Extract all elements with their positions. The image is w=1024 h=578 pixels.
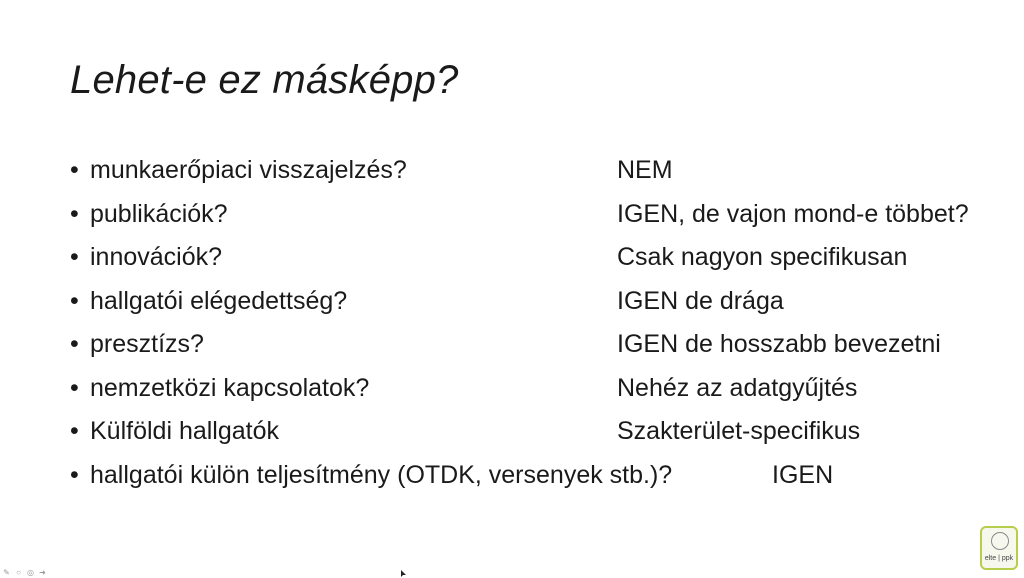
logo-text: elte | ppk <box>984 555 1014 562</box>
item-question: hallgatói külön teljesítmény (OTDK, versenyek stb.)? <box>90 460 673 489</box>
slideshow-controls <box>2 568 47 577</box>
item-question: Külföldi hallgatók <box>90 417 280 445</box>
bullet-icon: • <box>70 243 79 271</box>
item-answer: IGEN, de vajon mond-e többet? <box>617 199 969 228</box>
list-item <box>70 457 1020 501</box>
next-arrow-icon[interactable]: ➜ <box>39 568 46 577</box>
item-question: publikációk? <box>90 199 228 228</box>
item-answer: IGEN de drága <box>617 286 784 315</box>
item-answer: IGEN <box>772 460 834 489</box>
bullet-icon: • <box>70 286 79 315</box>
list-item <box>70 239 1020 283</box>
list-item <box>70 283 1020 327</box>
zoom-icon[interactable]: ◎ <box>27 568 34 577</box>
list-item <box>70 196 1020 240</box>
list-item <box>70 152 1020 196</box>
item-answer: Nehéz az adatgyűjtés <box>617 373 858 402</box>
item-question: presztízs? <box>90 330 204 358</box>
cursor-icon <box>401 570 406 577</box>
item-answer: Csak nagyon specifikusan <box>617 243 908 271</box>
item-question: hallgatói elégedettség? <box>90 286 348 315</box>
bullet-icon: • <box>70 417 79 445</box>
list-item <box>70 413 1020 457</box>
bullet-list <box>70 152 1020 500</box>
seal-icon <box>991 532 1009 550</box>
bullet-icon: • <box>70 460 79 489</box>
pointer-icon[interactable]: ○ <box>16 568 21 577</box>
item-question: innovációk? <box>90 243 223 271</box>
elte-ppk-logo <box>980 526 1018 570</box>
item-answer: Szakterület-specifikus <box>617 417 861 445</box>
item-question: munkaerőpiaci visszajelzés? <box>90 156 407 184</box>
item-answer: IGEN de hosszabb bevezetni <box>617 330 941 358</box>
bullet-icon: • <box>70 373 79 402</box>
bullet-icon: • <box>70 199 79 228</box>
item-answer: NEM <box>617 156 673 184</box>
bullet-icon: • <box>70 330 79 358</box>
item-question: nemzetközi kapcsolatok? <box>90 373 370 402</box>
bullet-icon: • <box>70 156 79 184</box>
list-item <box>70 326 1020 370</box>
slide-title: Lehet-e ez másképp? <box>70 58 459 102</box>
pen-icon[interactable]: ✎ <box>3 568 10 577</box>
list-item <box>70 370 1020 414</box>
